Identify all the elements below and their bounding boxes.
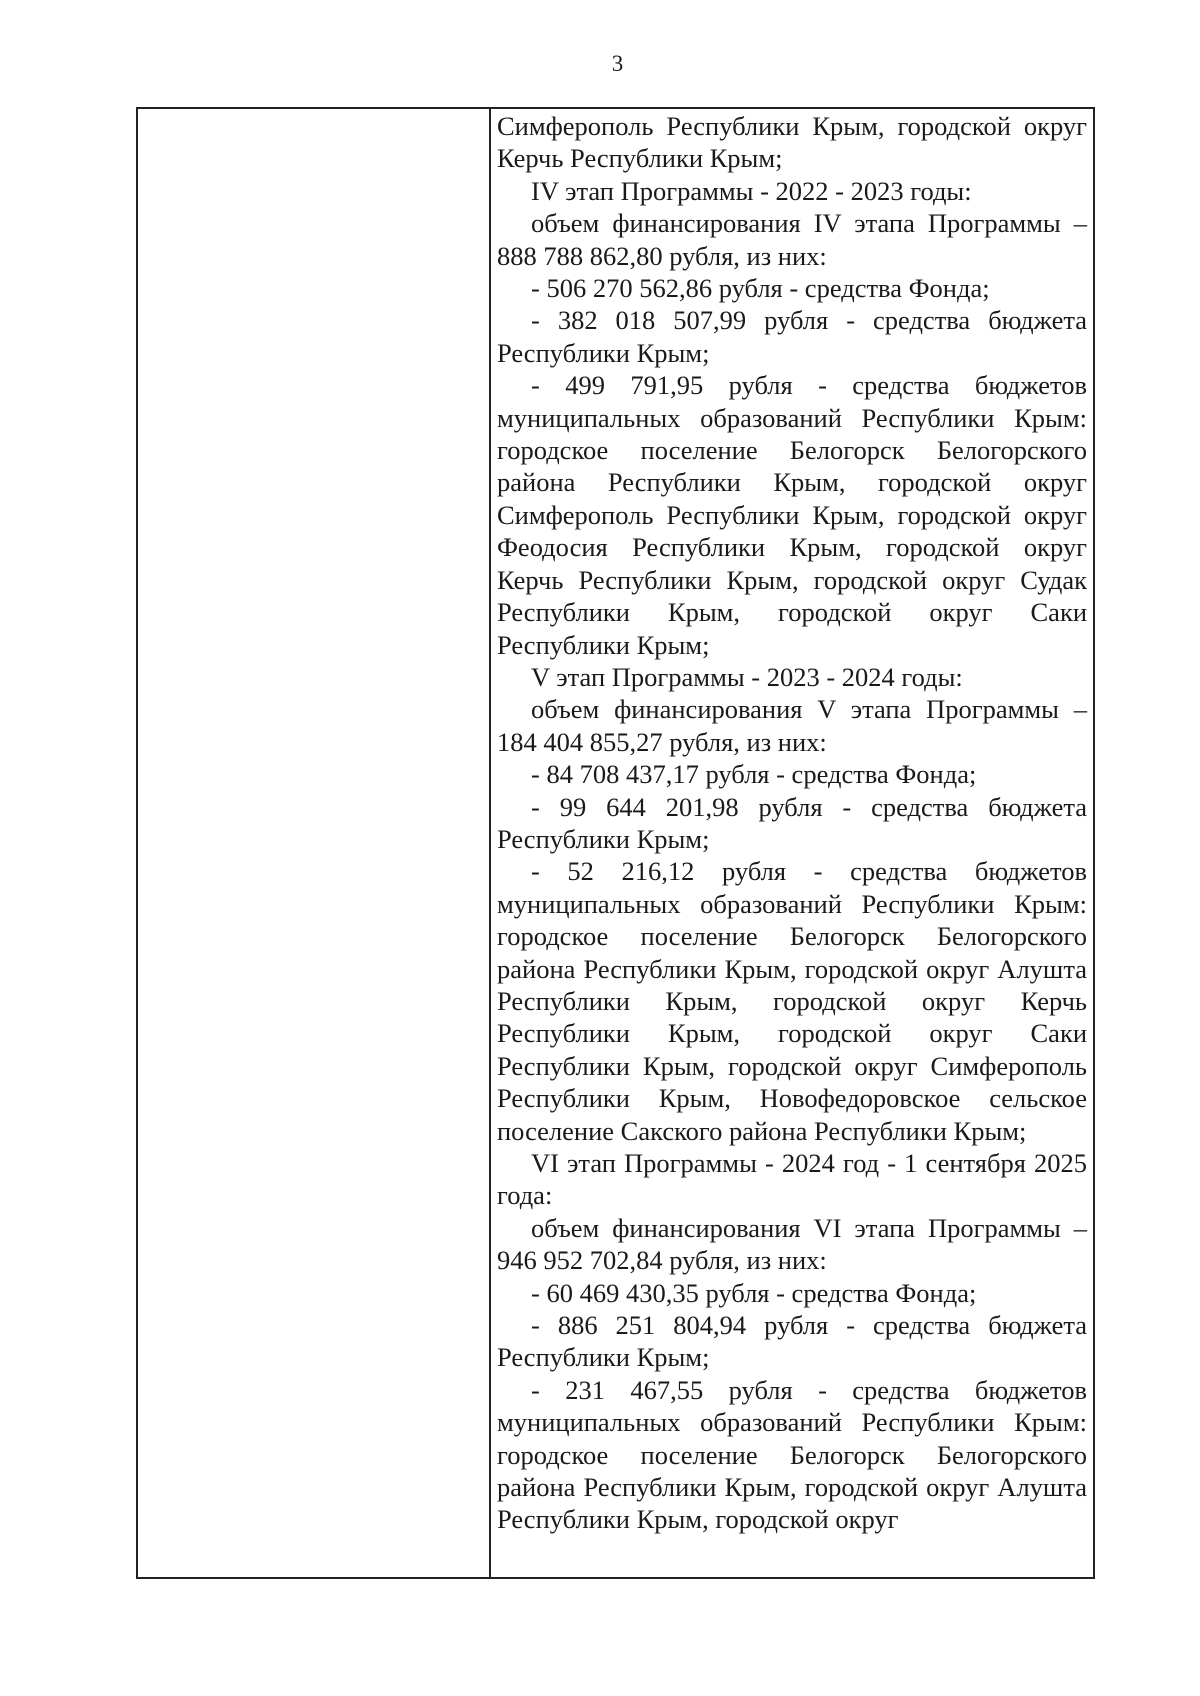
paragraph-stage-v-republic: - 99 644 201,98 рубля - средства бюджета Республики Крым;: [497, 791, 1087, 854]
paragraph-stage-iv-total: объем финансирования IV этапа Программы – 888 788 862,80 рубля, из них:: [497, 208, 1087, 271]
paragraph-stage-vi-title: VI этап Программы - 2024 год - 1 сентября 2025 года:: [497, 1148, 1087, 1211]
paragraph-stage-vi-fund: - 60 469 430,35 рубля - средства Фонда;: [531, 1277, 977, 1308]
paragraph-stage-vi-municipal: - 231 467,55 рубля - средства бюджетов муниципальных образований Республики Крым: городское поселение Белогорск Белогорского района Республики Крым, городской округ Алушта Республики Крым, городской округ: [497, 1374, 1087, 1535]
paragraph-stage-v-municipal: - 52 216,12 рубля - средства бюджетов муниципальных образований Республики Крым: городское поселение Белогорск Белогорского района Республики Крым, городской округ Алушта Республики Крым, городской округ Керчь Республики Крым, городской округ Саки Республики Крым, городской округ Симферополь Республики Крым, Новофедоровское сельское поселение Сакского района Республики Крым;: [497, 856, 1087, 1146]
paragraph-stage-iv-fund: - 506 270 562,86 рубля - средства Фонда;: [531, 273, 990, 304]
paragraph-stage-v-total: объем финансирования V этапа Программы – 184 404 855,27 рубля, из них:: [497, 694, 1087, 757]
page-number: 3: [611, 51, 624, 76]
paragraph-stage-v-title: V этап Программы - 2023 - 2024 годы:: [531, 661, 963, 692]
paragraph-stage-iv-municipal: - 499 791,95 рубля - средства бюджетов муниципальных образований Республики Крым: городское поселение Белогорск Белогорского района Республики Крым, городской округ Симферополь Республики Крым, городской округ Феодосия Республики Крым, городской округ Керчь Республики Крым, городской округ Судак Республики Крым, городской округ Саки Республики Крым;: [497, 370, 1087, 660]
paragraph-stage-vi-republic: - 886 251 804,94 рубля - средства бюджета Республики Крым;: [497, 1310, 1087, 1373]
paragraph-continuation: Симферополь Республики Крым, городской округ Керчь Республики Крым;: [497, 111, 1087, 174]
document-table: [136, 107, 1095, 1579]
table-right-cell: [491, 109, 1093, 1577]
paragraph-stage-vi-total: объем финансирования VI этапа Программы – 946 952 702,84 рубля, из них:: [497, 1212, 1087, 1276]
table-left-cell: [138, 109, 491, 1577]
paragraph-stage-iv-republic: - 382 018 507,99 рубля - средства бюджета Республики Крым;: [497, 305, 1087, 368]
paragraph-stage-v-fund: - 84 708 437,17 рубля - средства Фонда;: [531, 759, 977, 790]
paragraph-stage-iv-title: IV этап Программы - 2022 - 2023 годы:: [531, 175, 972, 206]
